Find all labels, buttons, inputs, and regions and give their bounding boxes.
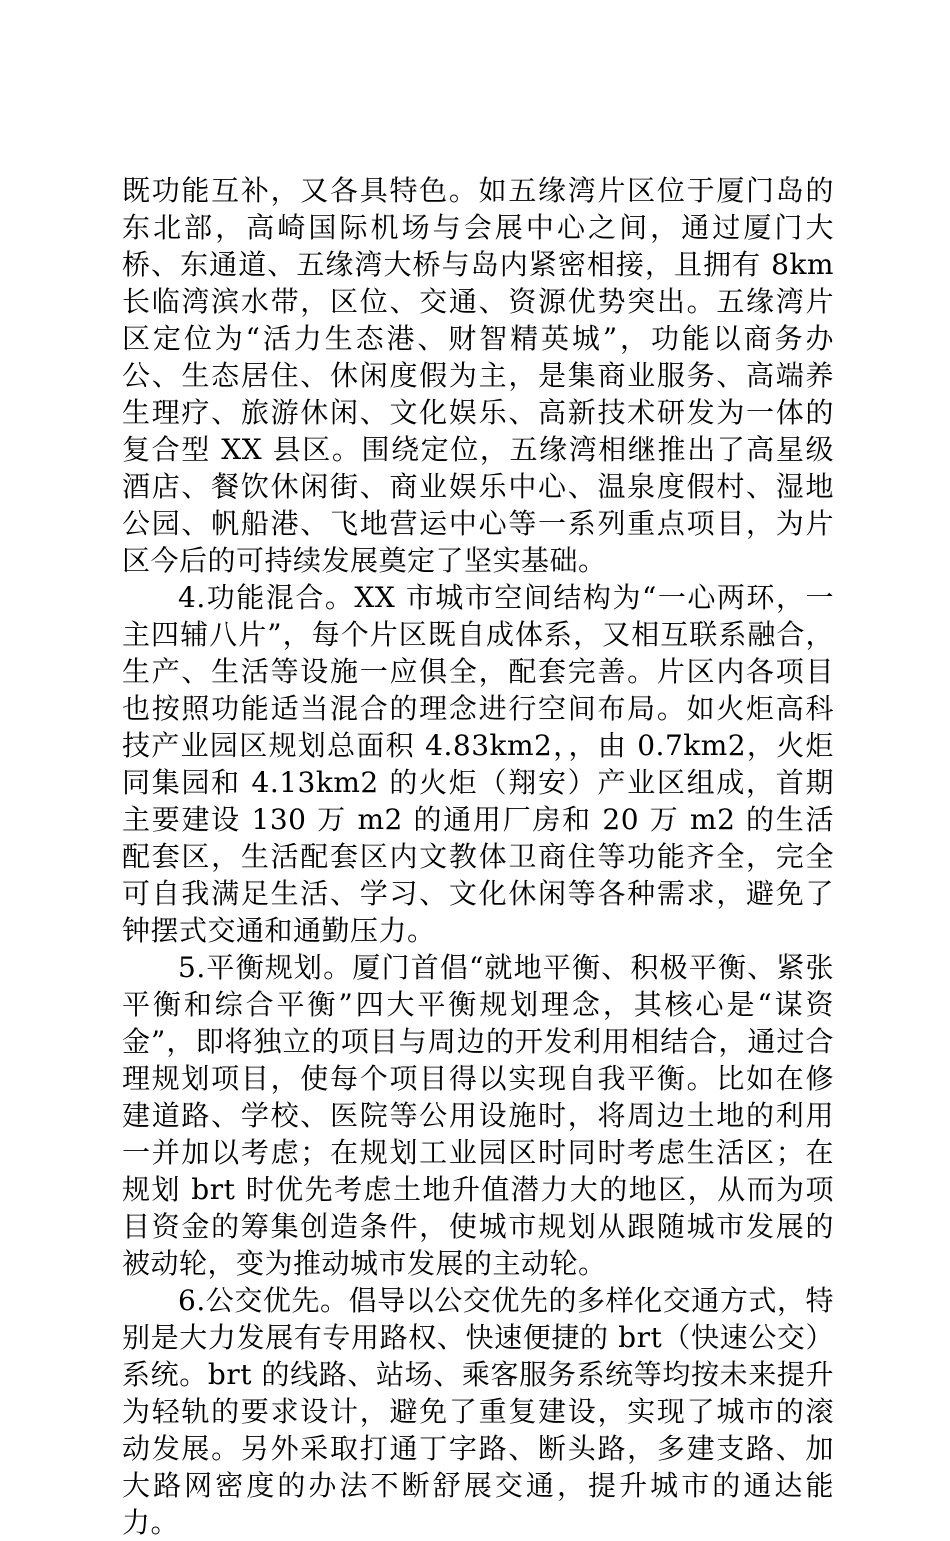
paragraph-1: 既功能互补，又各具特色。如五缘湾片区位于厦门岛的东北部，高崎国际机场与会展中心之间，通过厦门大桥、东通道、五缘湾大桥与岛内紧密相接，且拥有 8km 长临湾滨水带，区位、交通、资源优势突出。五缘湾片区定位为“活力生态港、财智精英城”，功能以商务办公、生态居住、休闲度假为主，是集商业服务、高端养生理疗、旅游休闲、文化娱乐、高新技术研发为一体的复合型 XX 县区。围绕定位，五缘湾相继推出了高星级酒店、餐饮休闲街、商业娱乐中心、温泉度假村、湿地公园、帆船港、飞地营运中心等一系列重点项目，为片区今后的可持续发展奠定了坚实基础。: [122, 174, 834, 577]
paragraph-4: 6.公交优先。倡导以公交优先的多样化交通方式，特别是大力发展有专用路权、快速便捷的 brt（快速公交）系统。brt 的线路、站场、乘客服务系统等均按未来提升为轻轨的要求设计，避免了重复建设，实现了城市的滚动发展。另外采取打通丁字路、断头路，多建支路、加大路网密度的办法不断舒展交通，提升城市的通达能力。: [122, 1284, 834, 1539]
document-body: [122, 172, 834, 1541]
paragraph-2: 4.功能混合。XX 市城市空间结构为“一心两环，一主四辅八片”，每个片区既自成体系，又相互联系融合，生产、生活等设施一应俱全，配套完善。片区内各项目也按照功能适当混合的理念进行空间布局。如火炬高科技产业园区规划总面积 4.83km2，，由 0.7km2，火炬同集园和 4.13km2 的火炬（翔安）产业区组成，首期主要建设 130 万 m2 的通用厂房和 20 万 m2 的生活配套区，生活配套区内文教体卫商住等功能齐全，完全可自我满足生活、学习、文化休闲等各种需求，避免了钟摆式交通和通勤压力。: [122, 581, 834, 947]
paragraph-3: 5.平衡规划。厦门首倡“就地平衡、积极平衡、紧张平衡和综合平衡”四大平衡规划理念，其核心是“谋资金”，即将独立的项目与周边的开发利用相结合，通过合理规划项目，使每个项目得以实现自我平衡。比如在修建道路、学校、医院等公用设施时，将周边土地的利用一并加以考虑；在规划工业园区时同时考虑生活区；在规划 brt 时优先考虑土地升值潜力大的地区，从而为项目资金的筹集创造条件，使城市规划从跟随城市发展的被动轮，变为推动城市发展的主动轮。: [122, 951, 834, 1280]
